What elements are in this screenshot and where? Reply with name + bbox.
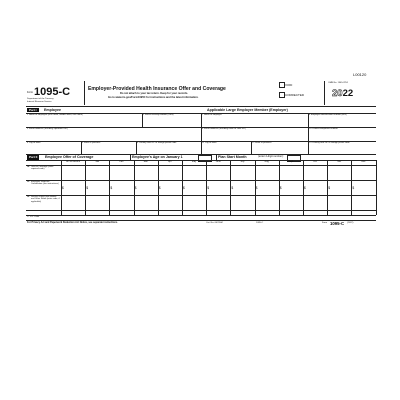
month-header-5: May bbox=[191, 161, 197, 163]
dollar-sign: $ bbox=[279, 186, 282, 190]
dollar-sign: $ bbox=[62, 186, 64, 190]
part1-employee-heading: Employee bbox=[44, 107, 61, 112]
employer-name-input[interactable] bbox=[202, 117, 306, 126]
form-code: L00120 bbox=[353, 72, 367, 77]
field-7-label: 7 Name of employer bbox=[202, 114, 222, 116]
row-15-cell-5[interactable] bbox=[183, 181, 206, 195]
row-14-cell-2[interactable] bbox=[110, 166, 133, 180]
month-header-0: All 12 Months bbox=[66, 161, 81, 163]
footer-year: (2022) bbox=[347, 222, 354, 224]
month-header-3: Mar bbox=[143, 161, 148, 163]
form-word: Form bbox=[27, 91, 34, 94]
row-15-cell-11[interactable] bbox=[328, 181, 351, 195]
dollar-sign: $ bbox=[207, 186, 209, 190]
field-1-label: 1 Name of employee (first name, middle initial, last name) bbox=[27, 114, 83, 116]
row-14-cell-7[interactable] bbox=[231, 166, 254, 180]
month-header-9: Sept bbox=[288, 161, 294, 163]
row-14-cell-5[interactable] bbox=[183, 166, 206, 180]
part2-label: Part II bbox=[29, 155, 38, 159]
row-15-cell-12[interactable] bbox=[352, 181, 375, 195]
row-15-cell-2[interactable] bbox=[110, 181, 133, 195]
ssn-input[interactable] bbox=[143, 117, 199, 126]
month-header-2: Feb bbox=[119, 161, 124, 163]
month-header-11: Nov bbox=[337, 161, 342, 163]
row-14-cell-4[interactable] bbox=[158, 166, 181, 180]
row-16-cell-9[interactable] bbox=[279, 196, 302, 210]
row-15-cell-1[interactable] bbox=[86, 181, 109, 195]
row-15-cell-9[interactable] bbox=[279, 181, 302, 195]
row-15-cell-6[interactable] bbox=[207, 181, 230, 195]
form-subtitle-2: Go to www.irs.gov/Form1095C for instructions and the latest information. bbox=[108, 96, 199, 99]
contact-phone-input[interactable] bbox=[309, 131, 374, 140]
month-header-6: June bbox=[215, 161, 221, 163]
field-12-label: 12 State or province bbox=[252, 142, 272, 144]
footer-form-number: 1095-C bbox=[330, 220, 345, 226]
row-15-cell-8[interactable] bbox=[255, 181, 278, 195]
year-prefix: 20 bbox=[332, 88, 343, 99]
row-16-cell-3[interactable] bbox=[134, 196, 157, 210]
row-16-cell-11[interactable] bbox=[328, 196, 351, 210]
row-16-cell-4[interactable] bbox=[158, 196, 181, 210]
dollar-sign: $ bbox=[183, 186, 185, 190]
footer-privacy-notice: For Privacy Act and Paperwork Reduction Act Notice, see separate instructions. bbox=[27, 221, 118, 224]
field-5-label: 5 State or province bbox=[82, 142, 101, 144]
field-11-label: 11 City or town bbox=[202, 142, 217, 144]
year-suffix: 22 bbox=[342, 88, 354, 99]
plan-start-heading: Plan Start Month bbox=[218, 155, 247, 159]
row-16-cell-12[interactable] bbox=[352, 196, 375, 210]
row-14-cell-0[interactable] bbox=[62, 166, 85, 180]
part2-heading: Employee Offer of Coverage bbox=[45, 155, 94, 159]
dollar-sign: $ bbox=[86, 186, 88, 190]
field-13-label: 13 Country and ZIP or foreign postal code bbox=[309, 142, 350, 144]
employer-address-input[interactable] bbox=[202, 131, 306, 140]
plan-start-note: (enter 2-digit number): bbox=[258, 155, 284, 158]
month-header-4: Apr bbox=[168, 161, 172, 163]
row-14-label: Offer of Coverage (enter required code) bbox=[31, 166, 54, 171]
row-16-label: Section 4980H Safe Harbor and Other Relief (enter code, if applicable) bbox=[31, 196, 60, 203]
row-14-cell-12[interactable] bbox=[352, 166, 375, 180]
row-15-cell-4[interactable] bbox=[158, 181, 181, 195]
row-15-label: Employee Required Contribution (see instructions) bbox=[31, 181, 59, 186]
month-header-12: Dec bbox=[361, 161, 366, 163]
month-header-7: July bbox=[240, 161, 245, 163]
field-10-label: 10 Contact telephone number bbox=[309, 128, 338, 130]
dollar-sign: $ bbox=[352, 186, 355, 190]
row-16-number: 16 bbox=[27, 196, 30, 198]
row-16-cell-6[interactable] bbox=[207, 196, 230, 210]
month-header-8: Aug bbox=[264, 161, 269, 163]
row-16-cell-7[interactable] bbox=[231, 196, 254, 210]
row-14-cell-9[interactable] bbox=[279, 166, 302, 180]
dollar-sign: $ bbox=[110, 186, 113, 190]
form-title: Employer-Provided Health Insurance Offer and Coverage bbox=[88, 86, 226, 92]
row-17-label: 17 ZIP Code bbox=[27, 216, 40, 218]
employee-address-input[interactable] bbox=[27, 131, 199, 140]
dept-line-1: Department of the Treasury bbox=[27, 98, 54, 100]
dollar-sign: $ bbox=[134, 186, 137, 190]
row-14-cell-1[interactable] bbox=[86, 166, 109, 180]
row-14-cell-11[interactable] bbox=[328, 166, 351, 180]
row-16-cell-1[interactable] bbox=[86, 196, 109, 210]
tax-form-1095c bbox=[26, 79, 376, 315]
row-15-cell-10[interactable] bbox=[304, 181, 327, 195]
part1-label: Part I bbox=[29, 107, 37, 112]
field-9-label: 9 Street address (including room or suite no.) bbox=[202, 128, 246, 130]
field-3-label: 3 Street address (including apartment no.) bbox=[27, 128, 68, 130]
dollar-sign: $ bbox=[231, 186, 234, 190]
row-16-cell-10[interactable] bbox=[304, 196, 327, 210]
void-label: VOID bbox=[285, 82, 293, 87]
dollar-sign: $ bbox=[328, 186, 330, 190]
corrected-label: CORRECTED bbox=[285, 92, 305, 97]
footer-form-word: Form bbox=[322, 222, 328, 224]
field-2-label: 2 Social security number (SSN) bbox=[143, 114, 174, 116]
dollar-sign: $ bbox=[158, 186, 161, 190]
month-header-10: Oct bbox=[313, 161, 317, 163]
age-heading: Employee's Age on January 1 bbox=[132, 155, 183, 159]
dept-line-2: Internal Revenue Service bbox=[27, 100, 52, 103]
dollar-sign: $ bbox=[255, 186, 258, 190]
row-15-cell-3[interactable] bbox=[134, 181, 157, 195]
form-subtitle-1: Do not attach to your tax return. Keep for your records. bbox=[120, 92, 189, 95]
row-15-cell-0[interactable] bbox=[62, 181, 85, 195]
employee-name-input[interactable] bbox=[27, 117, 140, 126]
field-6-label: 6 Country and ZIP or foreign postal code bbox=[137, 142, 177, 144]
row-14-cell-8[interactable] bbox=[255, 166, 278, 180]
row-16-cell-0[interactable] bbox=[62, 196, 85, 210]
row-16-cell-5[interactable] bbox=[183, 196, 206, 210]
month-header-1: Jan bbox=[95, 161, 100, 163]
tax-year bbox=[332, 88, 353, 99]
dollar-sign: $ bbox=[304, 186, 306, 190]
row-14-number: 14 bbox=[27, 166, 30, 168]
field-8-label: 8 Employer identification number (EIN) bbox=[309, 114, 347, 116]
row-14-cell-6[interactable] bbox=[207, 166, 230, 180]
footer-cat-number: Cat. No. 60705M bbox=[206, 222, 223, 224]
part1-employer-heading: Applicable Large Employer Member (Employer) bbox=[207, 107, 288, 112]
row-14-cell-10[interactable] bbox=[304, 166, 327, 180]
form-number-block bbox=[26, 79, 84, 105]
row-16-cell-2[interactable] bbox=[110, 196, 133, 210]
row-14-cell-3[interactable] bbox=[134, 166, 157, 180]
footer-mid: 1095-C bbox=[256, 222, 264, 224]
row-16-cell-8[interactable] bbox=[255, 196, 278, 210]
row-15-cell-7[interactable] bbox=[231, 181, 254, 195]
ein-input[interactable] bbox=[309, 117, 374, 126]
form-number: 1095-C bbox=[34, 86, 71, 98]
field-4-label: 4 City or town bbox=[27, 142, 41, 144]
omb-number: OMB No. 1545-2251 bbox=[328, 82, 349, 84]
row-15-number: 15 bbox=[27, 181, 30, 183]
